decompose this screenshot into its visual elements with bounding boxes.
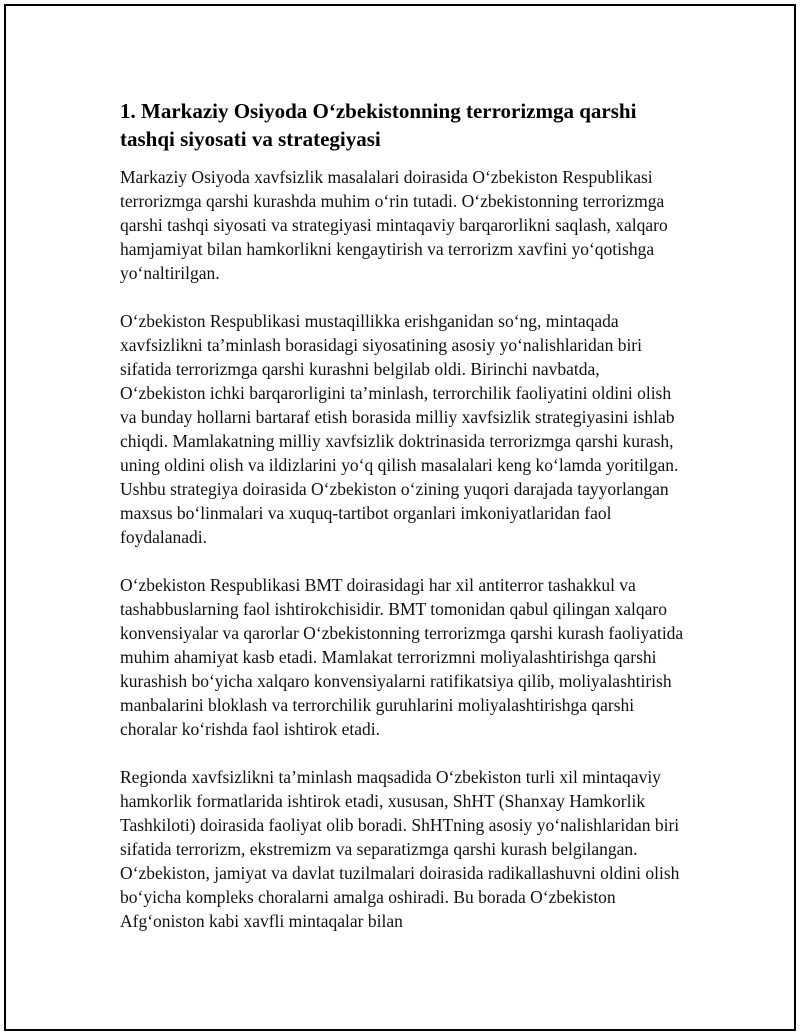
document-page: [4, 4, 796, 1031]
paragraph-2: O‘zbekiston Respublikasi mustaqillikka erishganidan so‘ng, mintaqada xavfsizlikni ta’minlash borasidagi siyosatining asosiy yo‘nalishlaridan biri sifatida terrorizmga qarshi kurashni belgilab oldi. Birinchi navbatda, O‘zbekiston ichki barqarorligini ta’minlash, terrorchilik faoliyatini oldini olish va bunday hollarni bartaraf etish borasida milliy xavfsizlik strategiyasini ishlab chiqdi. Mamlakatning milliy xavfsizlik doktrinasida terrorizmga qarshi kurash, uning oldini olish va ildizlarini yo‘q qilish masalalari keng ko‘lamda yoritilgan. Ushbu strategiya doirasida O‘zbekiston o‘zining yuqori darajada tayyorlangan maxsus bo‘linmalari va xuquq-tartibot organlari imkoniyatlaridan faol foydalanadi.: [120, 311, 679, 547]
paragraph-1: Markaziy Osiyoda xavfsizlik masalalari doirasida O‘zbekiston Respublikasi terrorizmga qarshi kurashda muhim o‘rin tutadi. O‘zbekistonning terrorizmga qarshi tashqi siyosati va strategiyasi mintaqaviy barqarorlikni saqlash, xalqaro hamjamiyat bilan hamkorlikni kengaytirish va terrorizm xavfini yo‘qotishga yo‘naltirilgan.: [120, 167, 668, 283]
document-content: [120, 97, 688, 957]
paragraph-4: Regionda xavfsizlikni ta’minlash maqsadida O‘zbekiston turli xil mintaqaviy hamkorlik formatlarida ishtirok etadi, xususan, ShHT (Shanxay Hamkorlik Tashkiloti) doirasida faoliyat olib boradi. ShHTning asosiy yo‘nalishlaridan biri sifatida terrorizm, ekstremizm va separatizmga qarshi kurash belgilangan. O‘zbekiston, jamiyat va davlat tuzilmalari doirasida radikallashuvni oldini olish bo‘yicha kompleks choralarni amalga oshiradi. Bu borada O‘zbekiston Afg‘oniston kabi xavfli mintaqalar bilan: [120, 767, 680, 931]
paragraph-3: O‘zbekiston Respublikasi BMT doirasidagi har xil antiterror tashakkul va tashabbuslarning faol ishtirokchisidir. BMT tomonidan qabul qilingan xalqaro konvensiyalar va qarorlar O‘zbekistonning terrorizmga qarshi kurash faoliyatida muhim ahamiyat kasb etadi. Mamlakat terrorizmni moliyalashtirishga qarshi kurashish bo‘yicha xalqaro konvensiyalarni ratifikatsiya qilib, moliyalashtirish manbalarini bloklash va terrorchilik guruhlarini moliyalashtirishga qarshi choralar ko‘rishda faol ishtirok etadi.: [120, 575, 684, 739]
section-heading: 1. Markaziy Osiyoda O‘zbekistonning terrorizmga qarshi tashqi siyosati va strategiyasi: [120, 99, 637, 151]
